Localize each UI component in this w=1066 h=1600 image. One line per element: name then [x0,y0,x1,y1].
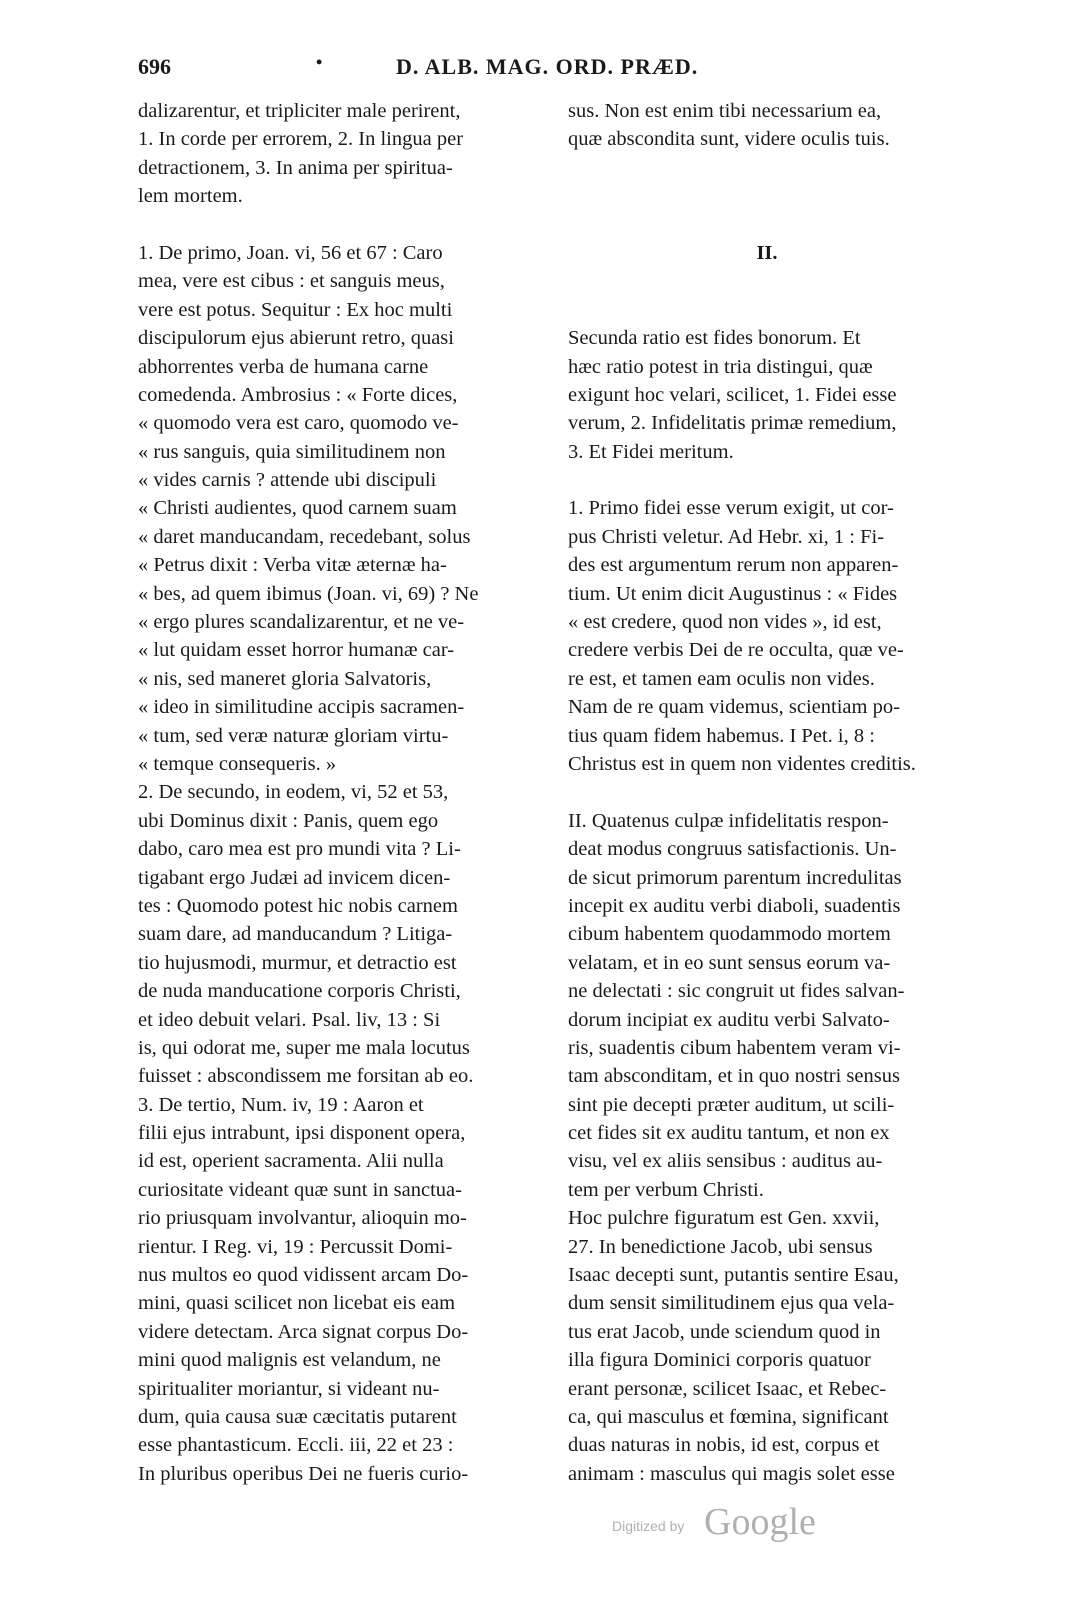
text-line: curiositate videant quæ sunt in sanctua- [138,1178,462,1201]
text-line: tem per verbum Christi. [568,1178,764,1201]
text-line: In pluribus operibus Dei ne fueris curio- [138,1462,469,1485]
text-line: nus multos eo quod vidissent arcam Do- [138,1264,469,1287]
blank-line [568,211,966,239]
text-line: visu, vel ex aliis sensibus : auditus au- [568,1150,883,1173]
text-line: dabo, caro mea est pro mundi vita ? Li- [138,838,461,861]
text-line: sint pie decepti præter auditum, ut scili- [568,1093,895,1116]
text-line: re est, et tamen eam oculis non vides. [568,667,875,690]
text-line: pus Christi veletur. Ad Hebr. xi, 1 : Fi- [568,525,885,548]
left-text-column [138,97,542,1488]
text-line: ca, qui masculus et fœmina, significant [568,1405,889,1428]
text-line: credere verbis Dei de re occulta, quæ ve- [568,639,904,662]
text-line: abhorrentes verba de humana carne [138,355,429,378]
text-line: « daret manducandam, recedebant, solus [138,525,471,548]
text-line: Secunda ratio est fides bonorum. Et [568,327,861,350]
text-line: rientur. I Reg. vi, 19 : Percussit Domi- [138,1235,453,1258]
text-line: velatam, et in eo sunt sensus eorum va- [568,951,891,974]
text-line: « rus sanguis, quia similitudinem non [138,440,446,463]
text-line: duas naturas in nobis, id est, corpus et [568,1434,880,1457]
text-line: dum, quia causa suæ cæcitatis putarent [138,1405,457,1428]
running-header [138,54,964,88]
text-line: Hoc pulchre figuratum est Gen. xxvii, [568,1207,880,1230]
text-line: erant personæ, scilicet Isaac, et Rebec- [568,1377,887,1400]
blank-line [568,296,966,324]
text-line: tius quam fidem habemus. I Pet. i, 8 : [568,724,875,747]
blank-line [568,267,966,295]
right-text-column [568,97,966,1488]
text-line: dum sensit similitudinem ejus qua vela- [568,1292,895,1315]
text-line: « ergo plures scandalizarentur, et ne ve- [138,611,465,634]
header-separator: • [316,52,323,72]
text-line: 2. De secundo, in eodem, vi, 52 et 53, [138,781,449,804]
text-line: suam dare, ad manducandum ? Litiga- [138,923,453,946]
text-line: mini quod malignis est velandum, ne [138,1349,441,1372]
text-line: « nis, sed maneret gloria Salvatoris, [138,667,432,690]
text-line: fuisset : abscondissem me forsitan ab eo. [138,1065,474,1088]
text-line: 3. Et Fidei meritum. [568,440,734,463]
blank-line [568,182,966,210]
text-line: II. [756,241,778,264]
text-line: hæc ratio potest in tria distingui, quæ [568,355,873,378]
text-line: exigunt hoc velari, scilicet, 1. Fidei esse [568,383,897,406]
text-line: comedenda. Ambrosius : « Forte dices, [138,383,458,406]
page-number: 696 [138,54,171,79]
text-line: 1. Primo fidei esse verum exigit, ut cor- [568,497,894,520]
text-line: tium. Ut enim dicit Augustinus : « Fides [568,582,898,605]
text-line: « Petrus dixit : Verba vitæ æternæ ha- [138,554,447,577]
text-line: 27. In benedictione Jacob, ubi sensus [568,1235,873,1258]
digitization-watermark [612,1500,832,1550]
text-line: verum, 2. Infidelitatis primæ remedium, [568,412,897,435]
text-line: spiritualiter moriantur, si videant nu- [138,1377,440,1400]
text-line: dorum incipiat ex auditu verbi Salvato- [568,1008,890,1031]
text-line: « tum, sed veræ naturæ gloriam virtu- [138,724,449,747]
text-line: « ideo in similitudine accipis sacramen- [138,696,465,719]
text-line: tam absconditam, et in quo nostri sensus [568,1065,900,1088]
text-line: « est credere, quod non vides », id est, [568,611,882,634]
text-line: ris, suadentis cibum habentem veram vi- [568,1036,901,1059]
text-line: « vides carnis ? attende ubi discipuli [138,469,437,492]
running-title: D. ALB. MAG. ORD. PRÆD. [396,54,699,79]
text-line: deat modus congruus satisfactionis. Un- [568,838,897,861]
text-line: tes : Quomodo potest hic nobis carnem [138,894,458,917]
text-line: « quomodo vera est caro, quomodo ve- [138,412,459,435]
text-line: lem mortem. [138,185,243,208]
text-line: mini, quasi scilicet non licebat eis eam [138,1292,456,1315]
text-line: Nam de re quam videmus, scientiam po- [568,696,900,719]
text-line: videre detectam. Arca signat corpus Do- [138,1320,469,1343]
blank-line [138,211,542,239]
text-line: detractionem, 3. In anima per spiritua- [138,156,453,179]
text-line: rio priusquam involvantur, alioquin mo- [138,1207,467,1230]
text-line: de sicut primorum parentum incredulitas [568,866,902,889]
google-logo: Google [704,1501,816,1543]
text-line: et ideo debuit velari. Psal. liv, 13 : Si [138,1008,441,1031]
text-line: ubi Dominus dixit : Panis, quem ego [138,809,439,832]
text-line: dalizarentur, et tripliciter male perirent, [138,100,461,122]
text-line: tus erat Jacob, unde sciendum quod in [568,1320,881,1343]
text-line: « bes, ad quem ibimus (Joan. vi, 69) ? Ne [138,582,479,605]
text-line: cet fides sit ex auditu tantum, et non ex [568,1122,890,1145]
text-line: id est, operient sacramenta. Alii nulla [138,1150,444,1173]
blank-line [568,154,966,182]
text-line: mea, vere est cibus : et sanguis meus, [138,270,445,293]
text-line: « lut quidam esset horror humanæ car- [138,639,455,662]
text-line: de nuda manducatione corporis Christi, [138,980,461,1003]
text-line: is, qui odorat me, super me mala locutus [138,1036,470,1059]
text-line: vere est potus. Sequitur : Ex hoc multi [138,298,453,321]
text-line: II. Quatenus culpæ infidelitatis respon- [568,809,889,832]
text-line: tio hujusmodi, murmur, et detractio est [138,951,457,974]
text-line: illa figura Dominici corporis quatuor [568,1349,871,1372]
text-line: 1. In corde per errorem, 2. In lingua per [138,128,464,151]
text-line: sus. Non est enim tibi necessarium ea, [568,100,882,122]
digitized-by-label: Digitized by [612,1518,685,1534]
text-line: des est argumentum rerum non apparen- [568,554,899,577]
text-line: cibum habentem quodammodo mortem [568,923,891,946]
text-line: « Christi audientes, quod carnem suam [138,497,457,520]
text-line: Isaac decepti sunt, putantis sentire Esau, [568,1264,899,1287]
text-line: discipulorum ejus abierunt retro, quasi [138,327,454,350]
text-line: animam : masculus qui magis solet esse [568,1462,895,1485]
text-line: filii ejus intrabunt, ipsi disponent opera, [138,1122,466,1145]
text-line: tigabant ergo Judæi ad invicem dicen- [138,866,451,889]
text-line: quæ abscondita sunt, videre oculis tuis. [568,128,890,151]
blank-line [568,778,966,806]
text-line: ne delectati : sic congruit ut fides salvan- [568,980,905,1003]
text-line: esse phantasticum. Eccli. iii, 22 et 23 : [138,1434,454,1457]
text-line: incepit ex auditu verbi diaboli, suadentis [568,894,901,917]
blank-line [568,466,966,494]
text-line: 3. De tertio, Num. iv, 19 : Aaron et [138,1093,424,1116]
text-line: Christus est in quem non videntes creditis. [568,752,916,775]
text-line: « temque consequeris. » [138,752,337,775]
text-line: 1. De primo, Joan. vi, 56 et 67 : Caro [138,241,443,264]
